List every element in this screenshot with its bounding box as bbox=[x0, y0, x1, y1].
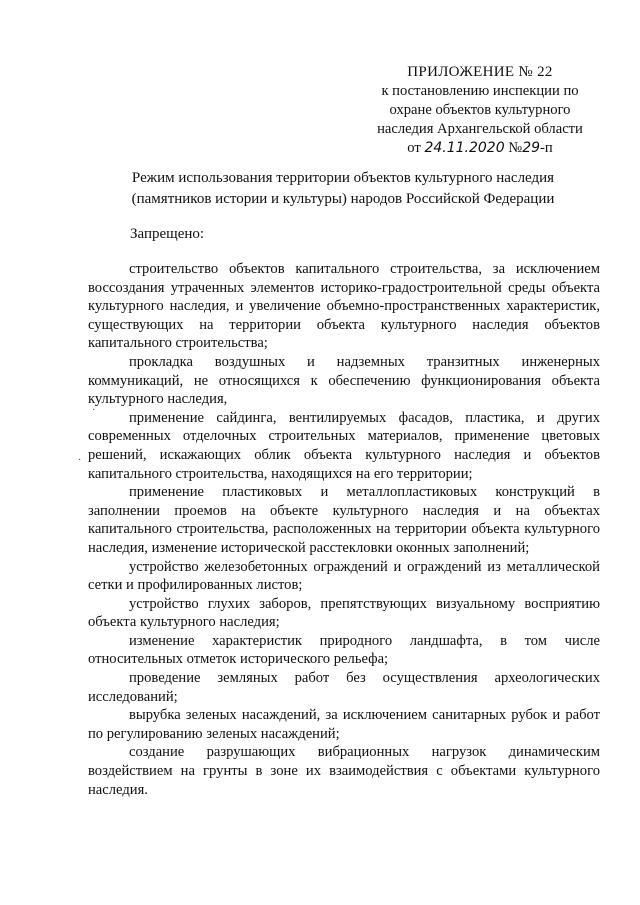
list-item: изменение характеристик природного ландшафта, в том числе относительных отметок исторического рельефа; bbox=[88, 632, 600, 668]
document-title-line-1: Режим использования территории объектов культурного наследия bbox=[131, 170, 555, 186]
scan-dot-mark: · bbox=[78, 455, 82, 466]
appendix-line-3: наследия Архангельской области bbox=[377, 121, 583, 137]
list-item: применение пластиковых и металлопластиковых конструкций в заполнении проемов на объекте культурного наследия и на объектах капитального строительства, расположенных на территории объекта культурного наследия, изменение исторической расстекловки оконных заполнений; bbox=[88, 484, 600, 556]
appendix-line-1: к постановлению инспекции по bbox=[381, 83, 579, 99]
handwritten-date: 24.11.2020 bbox=[424, 140, 505, 156]
number-suffix: -п bbox=[540, 140, 553, 156]
number-sign: № bbox=[508, 140, 523, 156]
appendix-header bbox=[360, 63, 600, 158]
list-item: проведение земляных работ без осуществления археологических исследований; bbox=[88, 670, 600, 705]
list-item: строительство объектов капитального строительства, за исключением воссоздания утраченных элементов историко-градостроительной среды объекта культурного наследия, и увеличение объемно-пространственных характеристик, существующих на территории объекта культурного наследия объектов капитального строительства; bbox=[88, 261, 600, 352]
list-item: применение сайдинга, вентилируемых фасадов, пластика, и других современных отделочных строительных материалов, применение цветовых решений, искажающих облик объекта культурного наследия и объектов капитального строительства, находящихся на его территории; bbox=[88, 409, 600, 482]
list-item: устройство железобетонных ограждений и ограждений из металлической сетки и профилированных листов; bbox=[88, 558, 600, 594]
date-prefix: от bbox=[407, 140, 421, 156]
list-item: прокладка воздушных и надземных транзитных инженерных коммуникаций, не относящихся к обеспечению функционирования объекта культурного наследия, bbox=[88, 353, 600, 408]
scan-dot-mark: · bbox=[92, 405, 96, 416]
appendix-title: ПРИЛОЖЕНИЕ № 22 bbox=[407, 64, 553, 80]
list-item: устройство глухих заборов, препятствующих визуальному восприятию объекта культурного наследия; bbox=[88, 595, 600, 631]
prohibitions-list bbox=[88, 260, 600, 799]
document-title-line-2: (памятников истории и культуры) народов Российской Федерации bbox=[131, 191, 555, 207]
list-item: вырубка зеленых насаждений, за исключением санитарных рубок и работ по регулированию зеленых насаждений; bbox=[88, 707, 600, 742]
forbidden-label: Запрещено: bbox=[130, 226, 205, 242]
handwritten-number: 29 bbox=[522, 140, 541, 156]
document-title bbox=[88, 168, 598, 210]
list-item: создание разрушающих вибрационных нагрузок динамическим воздействием на грунты в зоне их взаимодействия с объектами культурного наследия. bbox=[88, 744, 600, 798]
appendix-line-2: охране объектов культурного bbox=[389, 102, 571, 118]
appendix-date-line bbox=[360, 139, 600, 158]
